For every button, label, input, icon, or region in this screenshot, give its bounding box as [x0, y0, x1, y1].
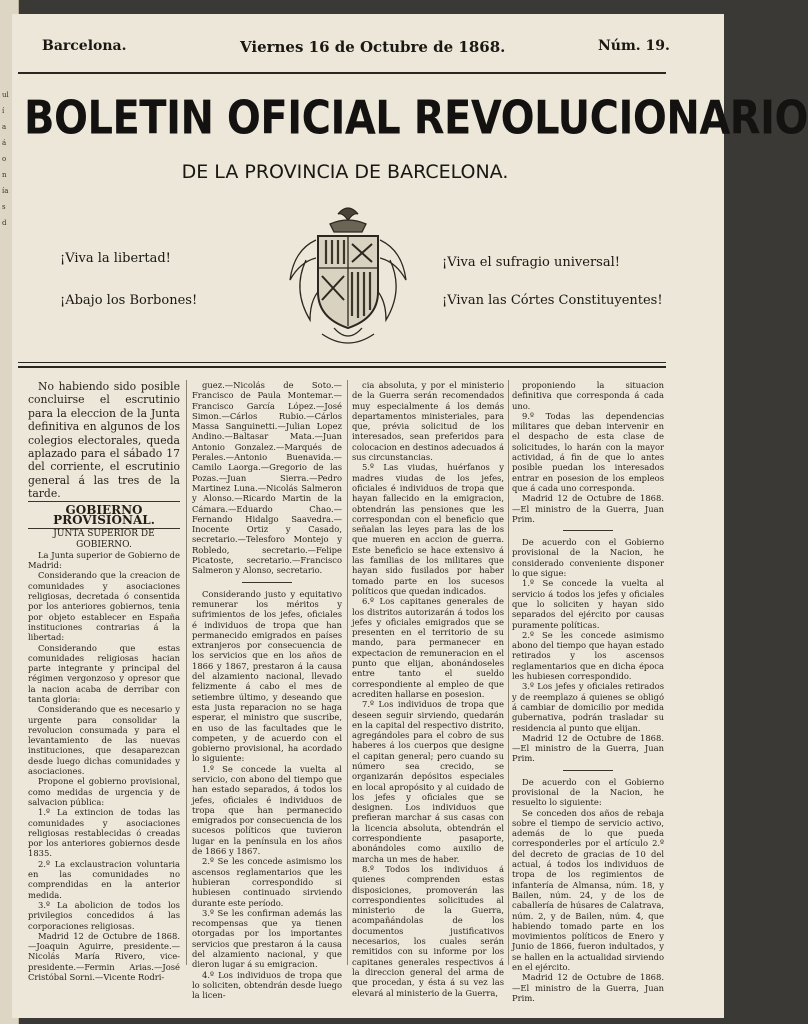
- header-separator: [18, 362, 666, 363]
- paragraph: Madrid 12 de Octubre de 1868.—El ministro de la Guerra, Juan Prim.: [512, 732, 664, 764]
- paragraph: 8.º Todos los individuos á quienes comprenden estas disposiciones, promoverán las correspondientes solicitudes al ministerio de la Guerra, acompañándolas de los documentos justificativos necesarios, los cuales serán remitidos con su informe por los capitanes generales respectivos á la direccion general del arma de que procedan, y ésta á su vez las elevará al ministerio de la Guerra,: [352, 863, 504, 998]
- margin-letter: o: [2, 155, 7, 163]
- paragraph: Se conceden dos años de rebaja sobre el tiempo de servicio activo, además de lo que pueda corresponderles por el artículo 2.º del decreto de gracias de 10 del actual, á todos los individuos de tropa de los regimientos de infantería de Almansa, núm. 18, y Bailen, núm. 24, y de los de caballería de húsares de Calatrava, núm. 2, y de Bailen, núm. 4, que habiendo tomado parte en los movimientos políticos de Enero y Junio de 1866, fueron indultados, y se hallen en la actualidad sirviendo en el ejército.: [512, 807, 664, 973]
- paragraph: cia absoluta, y por el ministerio de la Guerra serán recomendados muy especialmente á los demás departamentos ministeriales, para que, prévia solicitud de los interesados, sean preferidos para colocacion en destinos adecuados á sus circunstancias.: [352, 380, 504, 463]
- margin-letter: í: [2, 107, 5, 115]
- masthead-date: Viernes 16 de Octubre de 1868.: [240, 38, 506, 56]
- masthead-rule: [18, 72, 666, 74]
- paragraph: Considerando que la creacion de comunidades y asociaciones religiosas, decretada ó consentida por los anteriores gobiernos, tenia por objeto establecer en España instituciones contrarias á la libertad:: [28, 570, 180, 643]
- margin-letter: n: [2, 171, 7, 179]
- header-separator-thick: [18, 366, 666, 368]
- paragraph: 2.º Se les concede asimismo abono del tiempo que hayan estado retirados y los ascensos reglamentarios que en dicha época les hubiesen correspondido.: [512, 629, 664, 682]
- paragraph: Considerando que estas comunidades religiosas hacian parte integrante y principal del régimen vergonzoso y opresor que la nacion acaba de derribar con tanta gloria:: [28, 642, 180, 704]
- slogan-right-1: ¡Viva el sufragio universal!: [442, 255, 620, 270]
- paragraph: 5.º Las viudas, huérfanos y madres viudas de los jefes, oficiales é individuos de tropa que hayan fallecido en la emigracion, obtendrán las pensiones que les correspondan con el beneficio que señalan las leyes para las de los que mueren en accion de guerra. Este beneficio se hace extensivo á las familias de los militares que hayan sido fusilados por haber tomado parte en los sucesos políticos que quedan indicados.: [352, 462, 504, 596]
- paragraph: Madrid 12 de Octubre de 1868.—Joaquin Aguirre, presidente.—Nicolás María Rivero, vice-presidente.—Fermin Arias.—José Cristóbal Sorni.—Vicente Rodri-: [28, 930, 180, 983]
- paragraph: 6.º Los capitanes generales de los distritos autorizarán á todos los jefes y oficiales emigrados que se presenten en el territorio de su mando, para permanecer en expectacion de remuneracion en el punto que elijan, abonándoseles entre tanto el sueldo correspondiente al empleo de que acrediten hallarse en posesion.: [352, 596, 504, 699]
- paragraph: De acuerdo con el Gobierno provisional de la Nacion, he resuelto lo siguiente:: [512, 776, 664, 808]
- margin-letter: á: [2, 139, 7, 147]
- separator: [242, 582, 292, 583]
- column-1: [28, 380, 180, 983]
- slogan-left-1: ¡Viva la libertad!: [60, 251, 171, 266]
- election-notice: No habiendo sido posible concluirse el escrutinio para la eleccion de la Junta definitiva en algunos de los colegios electorales, queda aplazado para el sábado 17 del corriente, el escrutinio general á las tres de la tarde.: [28, 380, 180, 501]
- margin-letter: ía: [2, 187, 9, 195]
- column-divider: [186, 380, 187, 965]
- paragraph: 7.º Los individuos de tropa que deseen seguir sirviendo, quedarán en la capital del respectivo distrito, agregándoles para el cobro de sus haberes á los cuerpos que designe el capitan general; pero cuando su número sea crecido, se organizarán depósitos especiales en local apropósito y al cuidado de los jefes y oficiales que se designen. Los individuos que prefieran marchar á sus casas con la licencia absoluta, obtendrán el correspondiente pasaporte, abonándoles como auxilio de marcha un mes de haber.: [352, 699, 504, 864]
- slogan-left-2: ¡Abajo los Borbones!: [60, 293, 198, 308]
- paragraph: 9.º Todas las dependencias militares que deban intervenir en el despacho de esta clase de solicitudes, lo harán con la mayor actividad, á fin de que lo antes posible puedan los interesados entrar en posesion de los empleos que á cada uno corresponda.: [512, 410, 664, 493]
- subsection-heading: JUNTA SUPERIOR DE GOBIERNO.: [53, 529, 155, 550]
- separator: [563, 530, 613, 531]
- margin-letter: s: [2, 203, 6, 211]
- column-4: [512, 380, 664, 1003]
- paragraph: guez.—Nicolás de Soto.—Francisco de Paula Montemar.—Francisco García López.—José Simon.—Cárlos Rubio.—Cárlos Massa Sanguinetti.—Julian Lopez Andino.—Baltasar Mata.—Juan Antonio Gonzalez.—Marqués de Perales.—Antonio Buenavida.—Camilo Laorga.—Gregorio de las Pozas.—Juan Sierra.—Pedro Martinez Luna.—Nicolás Salmeron y Alonso.—Ricardo Martin de la Cámara.—Eduardo Chao.—Fernando Hidalgo Saavedra.—Inocente Ortiz y Casado, secretario.—Telesforo Montejo y Robledo, secretario.—Felipe Picatoste, secretario.—Francisco Salmeron y Alonso, secretario.: [192, 380, 342, 576]
- margin-letter: a: [2, 123, 7, 131]
- page-title: BOLETIN OFICIAL REVOLUCIONARIO: [24, 92, 808, 145]
- paragraph: Madrid 12 de Octubre de 1868.—El ministro de la Guerra, Juan Prim.: [512, 493, 664, 524]
- paragraph: Considerando justo y equitativo remunerar los méritos y sufrimientos de los jefes, oficiales é individuos de tropa que han permanecido emigrados en países extranjeros por consecuencia de los servicios que en los años de 1866 y 1867, prestaron á la causa del alzamiento nacional, llevado felizmente á cabo el mes de setiembre último, y deseando que esta justa reparacion no se haga esperar, el ministro que suscribe, en uso de las facultades que le competen, y de acuerdo con el gobierno provisional, ha acordado lo siguiente:: [192, 588, 342, 764]
- paragraph: 3.º La abolicion de todos los privilegios concedidos á las corporaciones religiosas.: [28, 899, 180, 931]
- paragraph: 3.º Los jefes y oficiales retirados y de reemplazo á quienes se obligó á cambiar de domicilio por medida gubernativa, podrán trasladar su residencia al punto que elijan.: [512, 681, 664, 733]
- paragraph: 3.º Se les confirman además las recompensas que ya tienen otorgadas por los importantes servicios que prestaron á la causa del alzamiento nacional, y que dieron lugar á su emigracion.: [192, 907, 342, 970]
- paragraph: proponiendo la situacion definitiva que corresponda á cada uno.: [512, 380, 664, 411]
- paragraph: De acuerdo con el Gobierno provisional de la Nacion, he considerado conveniente disponer lo que sigue:: [512, 537, 664, 579]
- paragraph: Considerando que es necesario y urgente para consolidar la revolucion consumada y para el levantamiento de las nuevas instituciones, que desaparezcan desde luego dichas comunidades y asociaciones.: [28, 704, 180, 777]
- margin-letter: d: [2, 219, 7, 227]
- column-divider: [347, 380, 348, 965]
- masthead-number: Núm. 19.: [598, 38, 670, 54]
- paragraph: 2.º La exclaustracion voluntaria en las comunidades no comprendidas en la anterior medida.: [28, 858, 180, 900]
- margin-letter: ul: [2, 91, 9, 99]
- paragraph: La Junta superior de Gobierno de Madrid:: [28, 549, 180, 571]
- barcelona-coat-of-arms: [286, 200, 410, 354]
- masthead-city: Barcelona.: [42, 38, 127, 54]
- separator: [563, 770, 613, 771]
- paragraph: 1.º Se concede la vuelta al servicio, con abono del tiempo que han estado separados, á todos los jefes, oficiales é individuos de tropa que han permanecido emigrados por consecuencia de los sucesos políticos que tuvieron lugar en la península en los años de 1866 y 1867.: [192, 763, 342, 857]
- column-3: [352, 380, 504, 998]
- slogan-right-2: ¡Vivan las Córtes Constituyentes!: [442, 293, 663, 308]
- paragraph: 1.º La extincion de todas las comunidades y asociaciones religiosas restablecidas ó creadas por los anteriores gobiernos desde 1835.: [28, 807, 180, 859]
- column-divider: [508, 380, 509, 965]
- page-subtitle: DE LA PROVINCIA DE BARCELONA.: [181, 161, 509, 183]
- paragraph: Propone el gobierno provisional, como medidas de urgencia y de salvacion pública:: [28, 776, 180, 807]
- column-2: [192, 380, 342, 1001]
- section-heading: GOBIERNO PROVISIONAL.: [28, 501, 180, 530]
- paragraph: Madrid 12 de Octubre de 1868.—El ministro de la Guerra, Juan Prim.: [512, 972, 664, 1003]
- paragraph: 4.º Los individuos de tropa que lo soliciten, obtendrán desde luego la licen-: [192, 969, 342, 1001]
- paragraph: 2.º Se les concede asimismo los ascensos reglamentarios que les hubieran correspondido si hubiesen continuado sirviendo durante este período.: [192, 856, 342, 908]
- paragraph: 1.º Se concede la vuelta al servicio á todos los jefes y oficiales que lo soliciten y hayan sido separados del ejército por causas puramente políticas.: [512, 578, 664, 630]
